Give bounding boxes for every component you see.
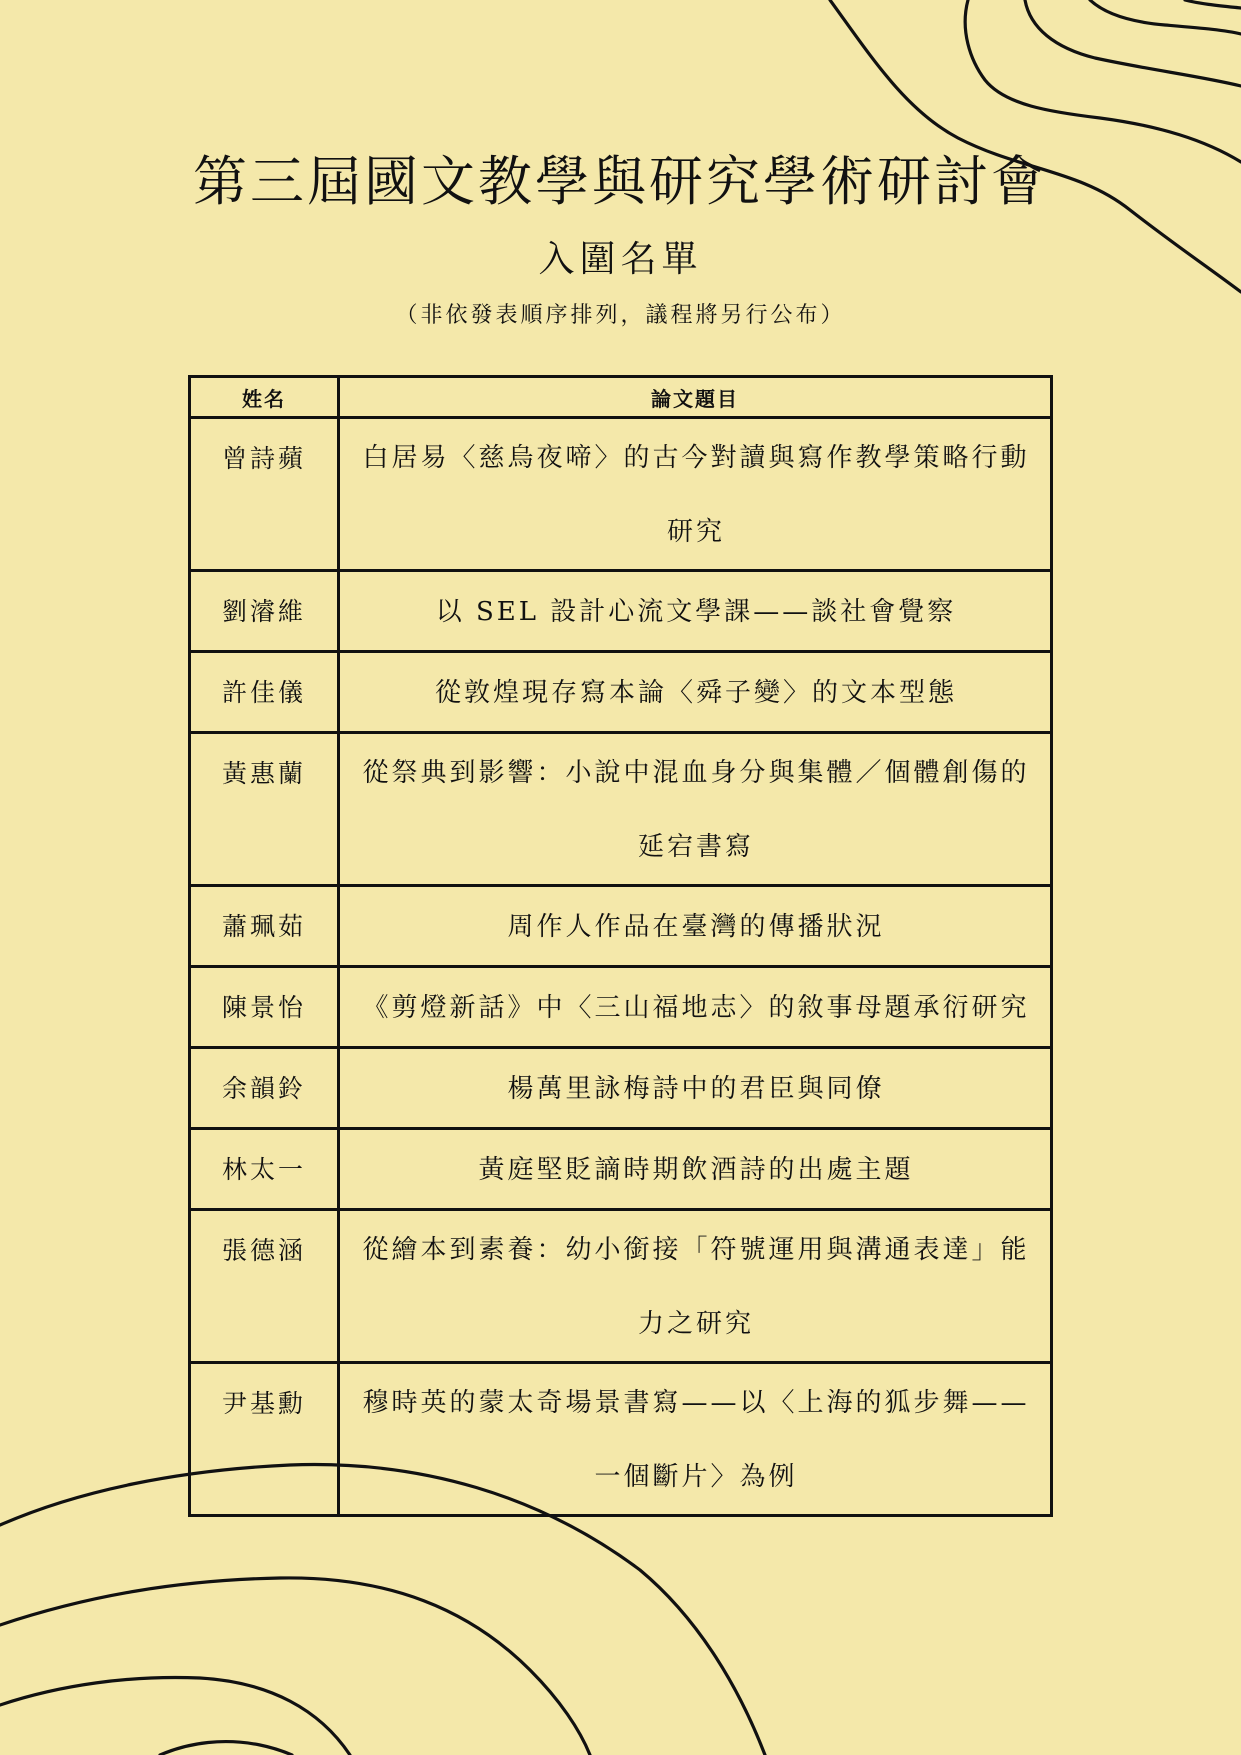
paper-topic: 從敦煌現存寫本論〈舜子變〉的文本型態 [339,652,1052,733]
author-name: 蕭珮茹 [190,886,339,967]
paper-topic: 以 SEL 設計心流文學課——談社會覺察 [339,571,1052,652]
author-name: 林太一 [190,1129,339,1210]
paper-topic: 從祭典到影響：小說中混血身分與集體／個體創傷的延宕書寫 [339,733,1052,886]
paper-topic: 穆時英的蒙太奇場景書寫——以〈上海的狐步舞——一個斷片〉為例 [339,1363,1052,1516]
paper-topic: 黃庭堅貶謫時期飲酒詩的出處主題 [339,1129,1052,1210]
author-name: 張德涵 [190,1210,339,1363]
page-subtitle: 入圍名單 [538,239,703,280]
table-row [190,1363,1052,1516]
table-row [190,1129,1052,1210]
author-name: 尹基勳 [190,1363,339,1516]
paper-topic: 白居易〈慈烏夜啼〉的古今對讀與寫作教學策略行動研究 [339,418,1052,571]
paper-topic: 《剪燈新話》中〈三山福地志〉的敘事母題承衍研究 [339,967,1052,1048]
table-row [190,1048,1052,1129]
finalist-table [188,375,1053,1517]
table-row [190,967,1052,1048]
table-row [190,733,1052,886]
paper-topic: 從繪本到素養：幼小銜接「符號運用與溝通表達」能力之研究 [339,1210,1052,1363]
order-note: （非依發表順序排列，議程將另行公布） [395,303,846,328]
table-row [190,886,1052,967]
table-row [190,652,1052,733]
author-name: 余韻鈴 [190,1048,339,1129]
paper-topic: 周作人作品在臺灣的傳播狀況 [339,886,1052,967]
page-title: 第三屆國文教學與研究學術研討會 [193,150,1048,213]
author-name: 陳景怡 [190,967,339,1048]
table-row [190,1210,1052,1363]
table-row [190,418,1052,571]
table-row [190,571,1052,652]
author-name: 劉濬維 [190,571,339,652]
header-topic: 論文題目 [339,377,1052,418]
author-name: 曾詩蘋 [190,418,339,571]
author-name: 黃惠蘭 [190,733,339,886]
author-name: 許佳儀 [190,652,339,733]
table-header-row [190,377,1052,418]
paper-topic: 楊萬里詠梅詩中的君臣與同僚 [339,1048,1052,1129]
header-name: 姓名 [190,377,339,418]
